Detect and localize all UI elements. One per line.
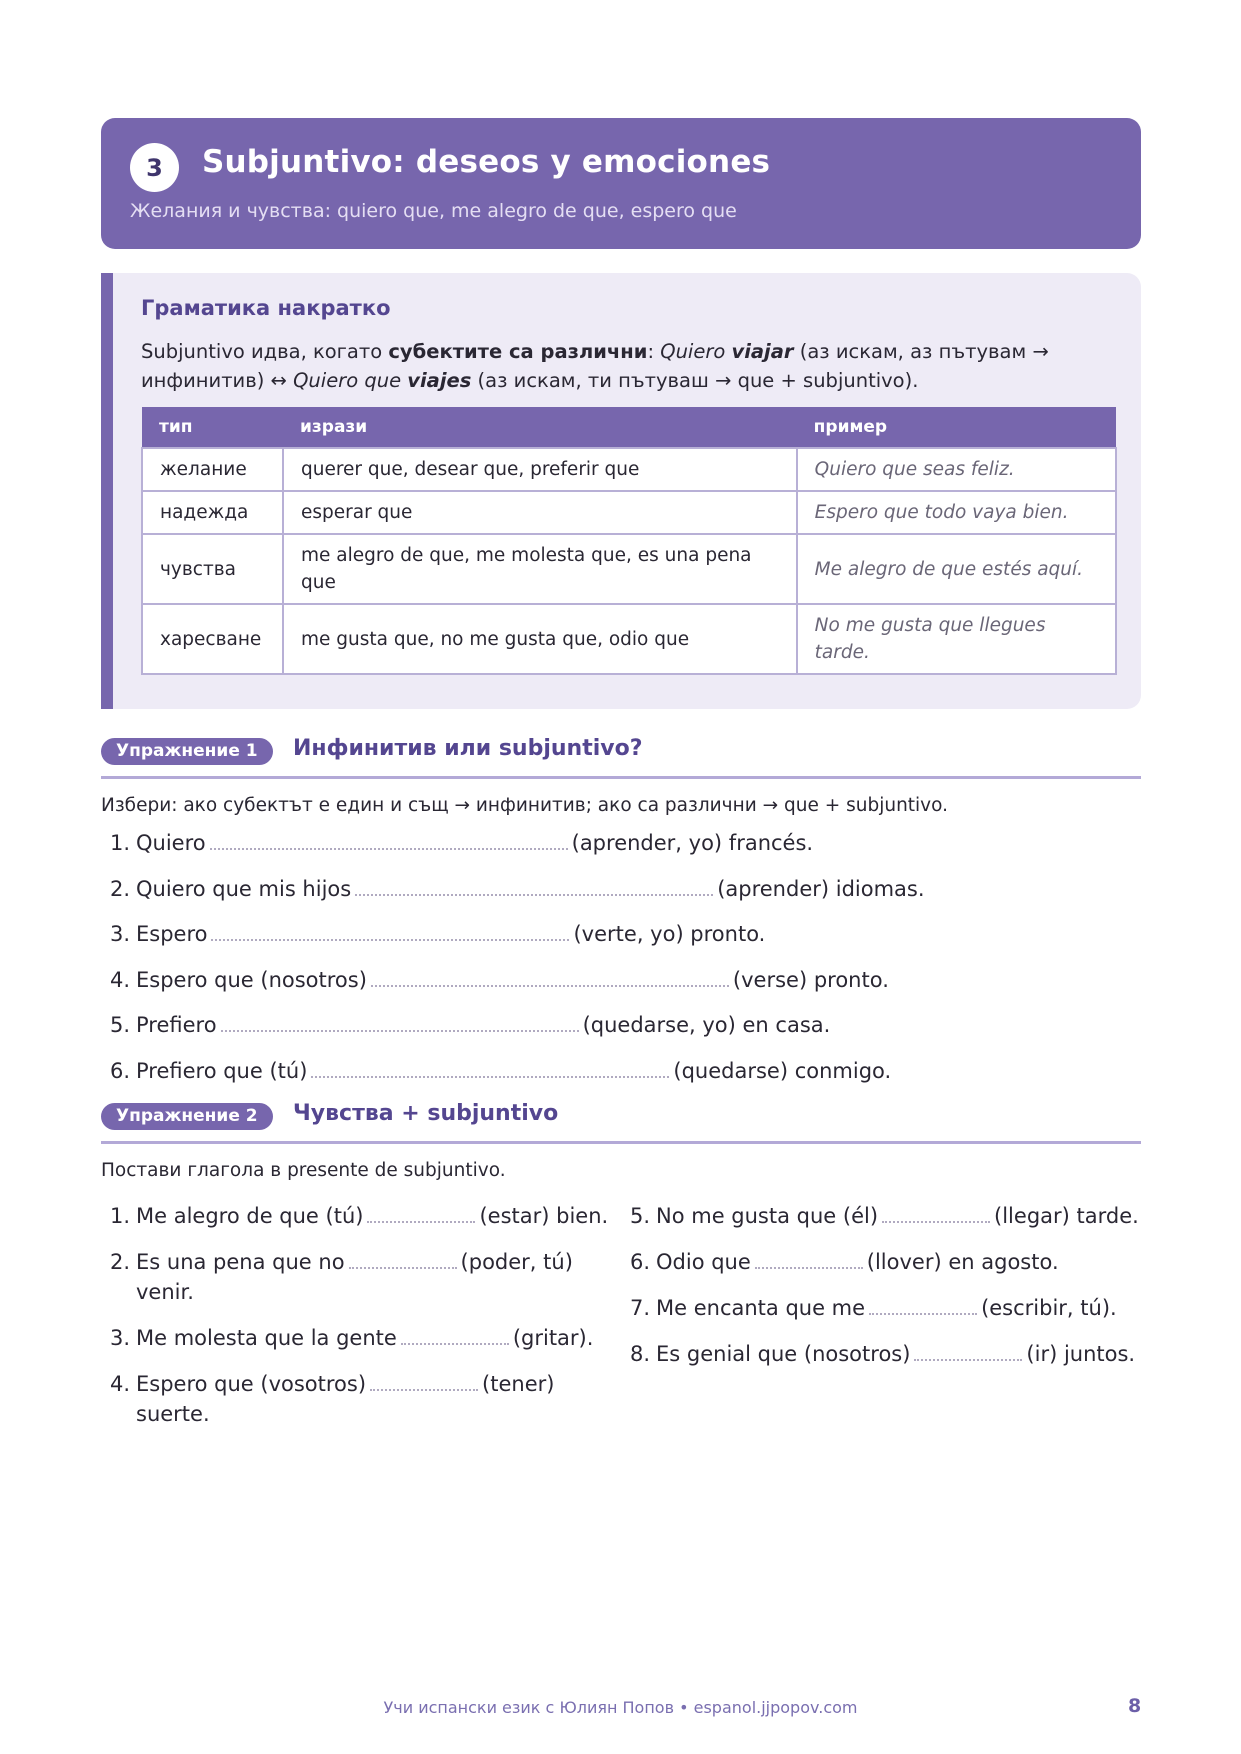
exercise-2-right-column [621,1201,1141,1445]
exercise-item: 3. Me molesta que la gente (gritar). [110,1326,594,1350]
exercise-instruction: Постави глагола в presente de subjuntivo. [101,1160,506,1181]
exercise-item: 6. Odio que (llover) en agosto. [630,1250,1059,1274]
table-row [142,491,1116,534]
exercise-item: 8. Es genial que (nosotros) (ir) juntos. [630,1342,1136,1366]
table-cell-expressions: me gusta que, no me gusta que, odio que [283,604,797,674]
exercise-2-items-left [101,1201,621,1429]
exercise-2-left-column [101,1201,621,1445]
grammar-explanation: Subjuntivo идва, когато субектите са различни: Quiero viajar (аз искам, аз пътувам → инфинитив) ↔ Quiero que viajes (аз искам, ти пътуваш → que + subjuntivo). [141,340,1049,392]
lesson-title: Subjuntivo: deseos y emociones [202,144,771,180]
exercise-badge: Упражнение 2 [101,1103,273,1130]
answer-blank[interactable] [210,842,568,850]
lesson-subtitle: Желания и чувства: quiero que, me alegro de que, espero que [130,200,737,222]
answer-blank[interactable] [869,1307,977,1315]
exercise-item: 1. Quiero (aprender, yo) francés. [110,831,814,855]
table-row [142,534,1116,604]
answer-blank[interactable] [349,1261,457,1269]
exercise-item: 3. Espero (verte, yo) pronto. [110,922,766,946]
answer-blank[interactable] [401,1337,509,1345]
answer-blank[interactable] [755,1261,863,1269]
exercise-title: Инфинитив или subjuntivo? [293,736,643,761]
table-header: изрази [283,407,797,448]
table-cell-expressions: me alegro de que, me molesta que, es una pena que [283,534,797,604]
answer-blank[interactable] [882,1215,990,1223]
table-header: пример [797,407,1116,448]
table-cell-type: чувства [142,534,283,604]
table-cell-example: Me alegro de que estés aquí. [797,534,1116,604]
table-row [142,448,1116,491]
table-cell-expressions: querer que, desear que, preferir que [283,448,797,491]
answer-blank[interactable] [221,1024,579,1032]
answer-blank[interactable] [211,933,569,941]
exercise-2-columns [101,1201,1141,1445]
exercise-2 [101,1101,1141,1445]
table-cell-example: No me gusta que llegues tarde. [797,604,1116,674]
exercise-item: 5. Prefiero (quedarse, yo) en casa. [110,1013,831,1037]
grammar-box [101,273,1141,709]
answer-blank[interactable] [367,1215,475,1223]
exercise-1-heading [101,736,1141,779]
page-footer: Учи испански език с Юлиян Попов • espanol.jjpopov.com [383,1698,858,1717]
table-header: тип [142,407,283,448]
lesson-header [101,118,1141,249]
table-header-row [142,407,1116,448]
answer-blank[interactable] [311,1070,669,1078]
exercise-2-items-right [621,1201,1141,1369]
table-row [142,604,1116,674]
table-cell-expressions: esperar que [283,491,797,534]
exercise-title: Чувства + subjuntivo [293,1101,559,1126]
worksheet-page [101,118,1141,1445]
exercise-item: 2. Quiero que mis hijos (aprender) idiomas. [110,876,925,901]
exercise-2-heading [101,1101,1141,1144]
answer-blank[interactable] [371,979,729,987]
answer-blank[interactable] [370,1383,478,1391]
table-cell-type: харесване [142,604,283,674]
answer-blank[interactable] [355,888,713,896]
table-cell-example: Quiero que seas feliz. [797,448,1116,491]
exercise-item: 2. Es una pena que no (poder, tú) venir. [110,1250,573,1304]
grammar-title: Граматика накратко [141,296,391,320]
exercise-item: 7. Me encanta que me (escribir, tú). [630,1296,1117,1320]
grammar-table [141,407,1117,675]
exercise-1 [101,736,1141,1086]
exercise-instruction: Избери: ако субектът е един и същ → инфинитив; ако са различни → que + subjuntivo. [101,795,949,816]
exercise-item: 1. Me alegro de que (tú) (estar) bien. [110,1204,609,1228]
exercise-item: 4. Espero que (nosotros) (verse) pronto. [110,967,889,992]
table-cell-type: надежда [142,491,283,534]
exercise-item: 4. Espero que (vosotros) (tener) suerte. [110,1372,555,1426]
exercise-1-items [101,828,1141,1086]
exercise-item: 5. No me gusta que (él) (llegar) tarde. [630,1204,1139,1228]
page-number: 8 [1128,1695,1142,1717]
answer-blank[interactable] [914,1353,1022,1361]
lesson-number: 3 [130,143,179,192]
exercise-badge: Упражнение 1 [101,738,273,765]
table-cell-example: Espero que todo vaya bien. [797,491,1116,534]
exercise-item: 6. Prefiero que (tú) (quedarse) conmigo. [110,1058,892,1083]
table-cell-type: желание [142,448,283,491]
